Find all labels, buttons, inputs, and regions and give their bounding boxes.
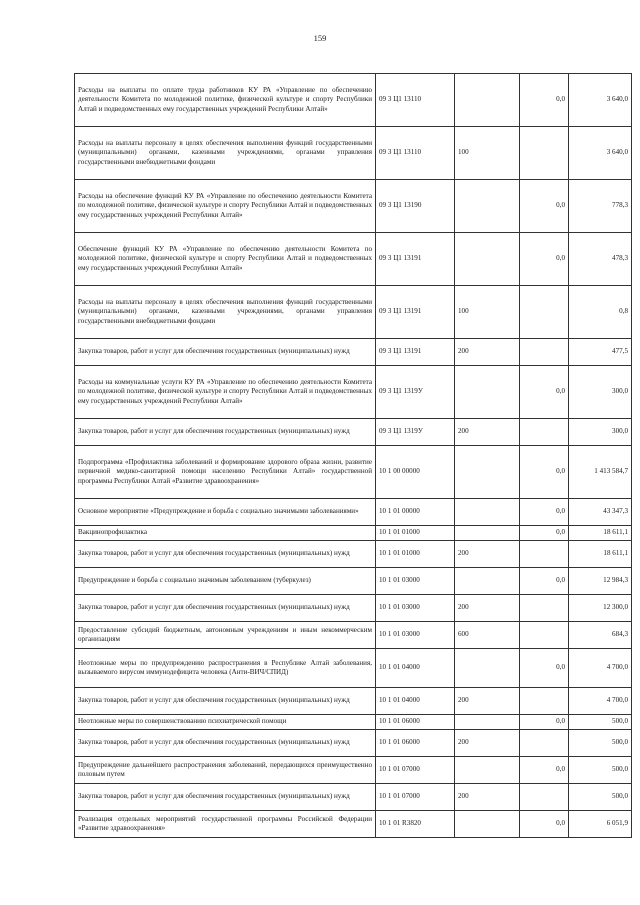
code-cell: 10 1 01 04000	[376, 688, 455, 715]
description-cell: Закупка товаров, работ и услуг для обеспечения государственных (муниципальных) нужд	[75, 730, 376, 757]
table-row	[75, 730, 632, 757]
amount-cell: 18 611,1	[569, 541, 632, 568]
zero-value-cell	[520, 688, 569, 715]
code-cell: 10 1 01 06000	[376, 730, 455, 757]
table-row	[75, 446, 632, 499]
table-row	[75, 811, 632, 838]
code-cell: 10 1 01 07000	[376, 757, 455, 784]
amount-cell: 43 347,3	[569, 499, 632, 526]
zero-value-cell: 0,0	[520, 715, 569, 730]
amount-cell: 684,3	[569, 622, 632, 649]
expense-type-cell: 200	[455, 541, 520, 568]
description-cell: Расходы на обеспечение функций КУ РА «Управление по обеспечению деятельности Комитета по молодежной политике, физической культуре и спорту Республики Алтай и подведомственных ему государственных учреждений Республики Алтай»	[75, 180, 376, 233]
budget-table-body	[75, 74, 632, 838]
description-cell: Основное мероприятие «Предупреждение и борьба с социально значимыми заболеваниями»	[75, 499, 376, 526]
code-cell: 10 1 01 00000	[376, 499, 455, 526]
table-row	[75, 127, 632, 180]
amount-cell: 6 051,9	[569, 811, 632, 838]
description-cell: Расходы на коммунальные услуги КУ РА «Управление по обеспечению деятельности Комитета по молодежной политике, физической культуре и спорту Республики Алтай и подведомственных ему государственных учреждений Республики Алтай»	[75, 366, 376, 419]
description-cell: Закупка товаров, работ и услуг для обеспечения государственных (муниципальных) нужд	[75, 688, 376, 715]
expense-type-cell	[455, 446, 520, 499]
description-cell: Подпрограмма «Профилактика заболеваний и формирование здорового образа жизни, развитие первичной медико-санитарной помощи населению Республики Алтай» государственной программы Республики Алтай «Развитие здравоохранения»	[75, 446, 376, 499]
code-cell: 10 1 00 00000	[376, 446, 455, 499]
zero-value-cell	[520, 784, 569, 811]
code-cell: 09 3 Ц1 13191	[376, 339, 455, 366]
description-cell: Закупка товаров, работ и услуг для обеспечения государственных (муниципальных) нужд	[75, 419, 376, 446]
table-row	[75, 622, 632, 649]
table-row	[75, 649, 632, 688]
expense-type-cell: 600	[455, 622, 520, 649]
zero-value-cell	[520, 622, 569, 649]
amount-cell: 500,0	[569, 757, 632, 784]
code-cell: 09 3 Ц1 1319У	[376, 366, 455, 419]
description-cell: Вакцинопрофилактика	[75, 526, 376, 541]
table-row	[75, 419, 632, 446]
amount-cell: 0,8	[569, 286, 632, 339]
code-cell: 09 3 Ц1 13191	[376, 233, 455, 286]
expense-type-cell	[455, 180, 520, 233]
expense-type-cell: 200	[455, 784, 520, 811]
amount-cell: 4 700,0	[569, 649, 632, 688]
zero-value-cell	[520, 541, 569, 568]
amount-cell: 477,5	[569, 339, 632, 366]
amount-cell: 1 413 584,7	[569, 446, 632, 499]
expense-type-cell: 200	[455, 595, 520, 622]
description-cell: Неотложные меры по предупреждению распространения в Республике Алтай заболевания, вызываемого вирусом иммунодефицита человека (Анти-ВИЧ/СПИД)	[75, 649, 376, 688]
table-row	[75, 715, 632, 730]
zero-value-cell	[520, 339, 569, 366]
code-cell: 10 1 01 03000	[376, 622, 455, 649]
table-row	[75, 339, 632, 366]
zero-value-cell: 0,0	[520, 233, 569, 286]
table-row	[75, 74, 632, 127]
expense-type-cell: 100	[455, 127, 520, 180]
zero-value-cell	[520, 419, 569, 446]
description-cell: Предупреждение дальнейшего распространения заболеваний, передающихся преимущественно половым путем	[75, 757, 376, 784]
expense-type-cell: 200	[455, 419, 520, 446]
code-cell: 10 1 01 01000	[376, 526, 455, 541]
code-cell: 09 3 Ц1 13190	[376, 180, 455, 233]
amount-cell: 300,0	[569, 419, 632, 446]
expense-type-cell	[455, 649, 520, 688]
budget-table	[74, 73, 632, 838]
amount-cell: 4 700,0	[569, 688, 632, 715]
amount-cell: 478,3	[569, 233, 632, 286]
description-cell: Расходы на выплаты по оплате труда работников КУ РА «Управление по обеспечению деятельности Комитета по молодежной политике, физической культуре и спорту Республики Алтай и подведомственных ему государственных учреждений Республики Алтай»	[75, 74, 376, 127]
table-row	[75, 784, 632, 811]
description-cell: Предоставление субсидий бюджетным, автономным учреждениям и иным некоммерческим организациям	[75, 622, 376, 649]
zero-value-cell: 0,0	[520, 526, 569, 541]
description-cell: Расходы на выплаты персоналу в целях обеспечения выполнения функций государственными (муниципальными) органами, казенными учреждениями, органами управления государственными внебюджетными фондами	[75, 286, 376, 339]
amount-cell: 12 300,0	[569, 595, 632, 622]
table-row	[75, 595, 632, 622]
code-cell: 10 1 01 01000	[376, 541, 455, 568]
code-cell: 10 1 01 03000	[376, 595, 455, 622]
expense-type-cell: 200	[455, 730, 520, 757]
amount-cell: 300,0	[569, 366, 632, 419]
description-cell: Неотложные меры по совершенствованию психиатрической помощи	[75, 715, 376, 730]
table-row	[75, 180, 632, 233]
zero-value-cell: 0,0	[520, 811, 569, 838]
code-cell: 09 3 Ц1 13110	[376, 127, 455, 180]
table-row	[75, 757, 632, 784]
zero-value-cell	[520, 730, 569, 757]
zero-value-cell: 0,0	[520, 366, 569, 419]
zero-value-cell: 0,0	[520, 180, 569, 233]
description-cell: Реализация отдельных мероприятий государственной программы Российской Федерации «Развитие здравоохранения»	[75, 811, 376, 838]
zero-value-cell: 0,0	[520, 649, 569, 688]
expense-type-cell	[455, 74, 520, 127]
code-cell: 09 3 Ц1 1319У	[376, 419, 455, 446]
code-cell: 10 1 01 04000	[376, 649, 455, 688]
amount-cell: 3 640,0	[569, 127, 632, 180]
amount-cell: 18 611,1	[569, 526, 632, 541]
expense-type-cell	[455, 233, 520, 286]
amount-cell: 778,3	[569, 180, 632, 233]
expense-type-cell	[455, 499, 520, 526]
expense-type-cell	[455, 366, 520, 419]
amount-cell: 500,0	[569, 784, 632, 811]
table-row	[75, 366, 632, 419]
table-row	[75, 286, 632, 339]
description-cell: Закупка товаров, работ и услуг для обеспечения государственных (муниципальных) нужд	[75, 541, 376, 568]
amount-cell: 500,0	[569, 730, 632, 757]
description-cell: Расходы на выплаты персоналу в целях обеспечения выполнения функций государственными (муниципальными) органами, казенными учреждениями, органами управления государственными внебюджетными фондами	[75, 127, 376, 180]
code-cell: 10 1 01 R3820	[376, 811, 455, 838]
page-number: 159	[313, 33, 327, 43]
description-cell: Обеспечение функций КУ РА «Управление по обеспечению деятельности Комитета по молодежной политике, физической культуре и спорту Республики Алтай и подведомственных ему государственных учреждений Республики Алтай»	[75, 233, 376, 286]
zero-value-cell: 0,0	[520, 757, 569, 784]
table-row	[75, 526, 632, 541]
zero-value-cell	[520, 127, 569, 180]
expense-type-cell	[455, 757, 520, 784]
expense-type-cell	[455, 568, 520, 595]
code-cell: 09 3 Ц1 13110	[376, 74, 455, 127]
description-cell: Закупка товаров, работ и услуг для обеспечения государственных (муниципальных) нужд	[75, 784, 376, 811]
code-cell: 10 1 01 07000	[376, 784, 455, 811]
amount-cell: 3 640,0	[569, 74, 632, 127]
expense-type-cell	[455, 526, 520, 541]
table-row	[75, 688, 632, 715]
zero-value-cell: 0,0	[520, 446, 569, 499]
zero-value-cell	[520, 595, 569, 622]
expense-type-cell: 200	[455, 339, 520, 366]
code-cell: 10 1 01 06000	[376, 715, 455, 730]
expense-type-cell	[455, 811, 520, 838]
zero-value-cell: 0,0	[520, 568, 569, 595]
expense-type-cell	[455, 715, 520, 730]
table-row	[75, 233, 632, 286]
code-cell: 09 3 Ц1 13191	[376, 286, 455, 339]
table-row	[75, 568, 632, 595]
amount-cell: 12 984,3	[569, 568, 632, 595]
table-row	[75, 541, 632, 568]
table-row	[75, 499, 632, 526]
description-cell: Закупка товаров, работ и услуг для обеспечения государственных (муниципальных) нужд	[75, 339, 376, 366]
amount-cell: 500,0	[569, 715, 632, 730]
zero-value-cell	[520, 286, 569, 339]
expense-type-cell: 100	[455, 286, 520, 339]
expense-type-cell: 200	[455, 688, 520, 715]
description-cell: Закупка товаров, работ и услуг для обеспечения государственных (муниципальных) нужд	[75, 595, 376, 622]
description-cell: Предупреждение и борьба с социально значимым заболеванием (туберкулез)	[75, 568, 376, 595]
zero-value-cell: 0,0	[520, 499, 569, 526]
zero-value-cell: 0,0	[520, 74, 569, 127]
code-cell: 10 1 01 03000	[376, 568, 455, 595]
